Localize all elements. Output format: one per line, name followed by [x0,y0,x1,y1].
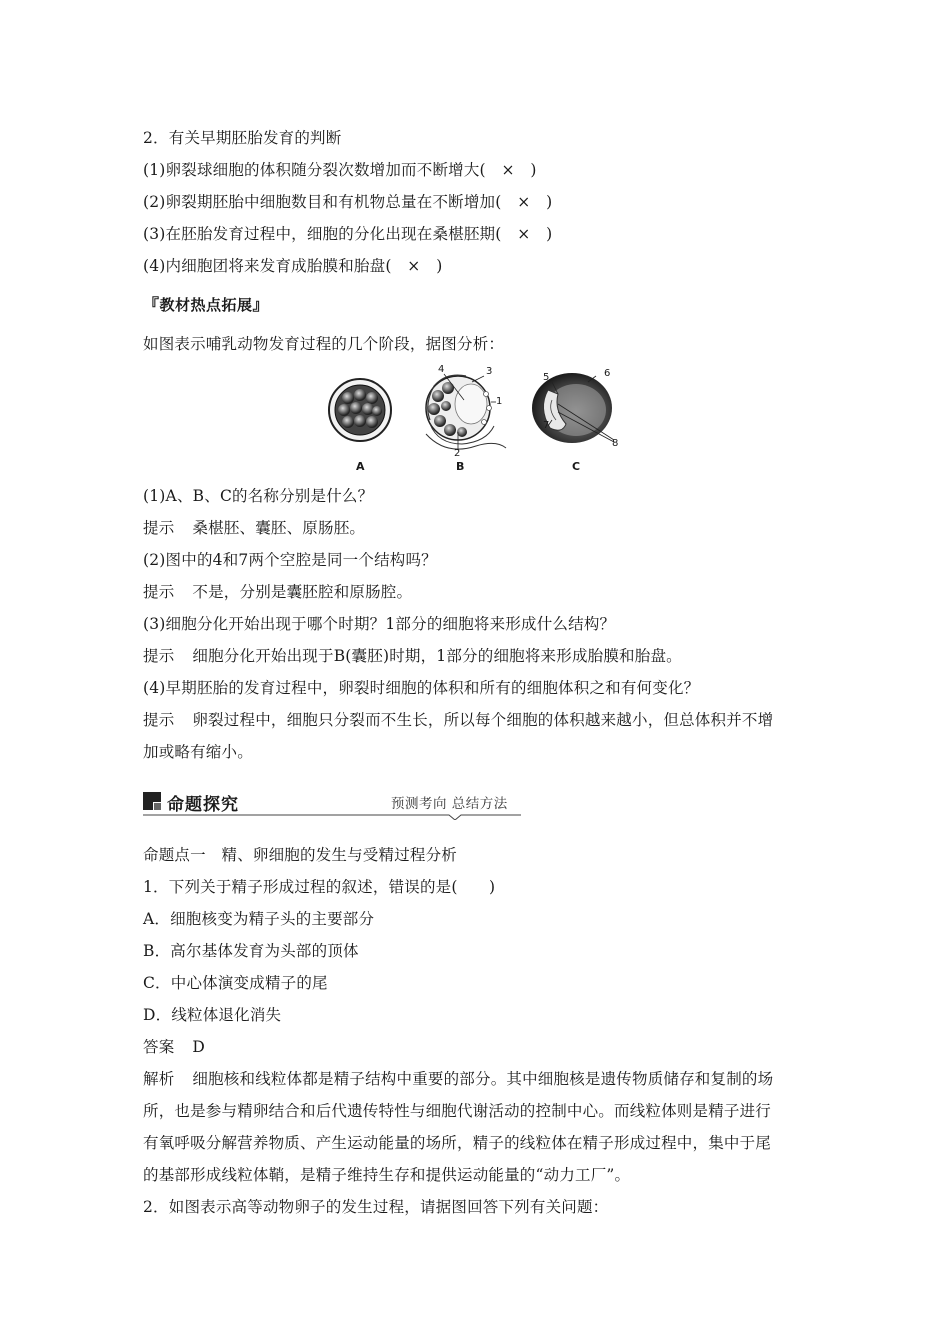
label-5: 5 [543,372,550,383]
analysis-line-4: 的基部形成线粒体鞘，是精子维持生存和提供运动能量的“动力工厂”。 [143,1166,631,1184]
analysis-line-2: 所，也是参与精卵结合和后代遗传特性与细胞代谢活动的控制中心。而线粒体则是精子进行 [143,1102,772,1120]
judgement-item-2: (2)卵裂期胚胎中细胞数目和有机物总量在不断增加( × ) [143,193,553,211]
proposition-banner [143,790,521,816]
embryo-figure [326,364,626,474]
judgement-item-4: (4)内细胞团将来发育成胎膜和胎盘( × ) [143,257,443,275]
hotspot-title-box [143,292,269,315]
analysis-line-3: 有氧呼吸分解营养物质、产生运动能量的场所，精子的线粒体在精子形成过程中，集中于尾 [143,1134,772,1152]
answer-line [143,1037,205,1057]
embryo-stages-illustration [326,364,626,474]
analysis-line-1 [143,1069,773,1089]
judgement-item-3: (3)在胚胎发育过程中，细胞的分化出现在桑椹胚期( × ) [143,225,553,243]
label-C: C [572,460,581,473]
hint-3 [143,646,682,666]
label-A: A [356,460,365,473]
label-7: 7 [543,420,550,431]
question-1: (1)A、B、C的名称分别是什么？ [143,487,374,505]
hint-text: 不是，分别是囊胚腔和原肠腔。 [192,583,413,601]
analysis-text-1: 细胞核和线粒体都是精子结构中重要的部分。其中细胞核是遗传物质储存和复制的场 [192,1070,774,1088]
hint-text: 卵裂过程中，细胞只分裂而不生长，所以每个细胞的体积越来越小，但总体积并不增 [192,711,774,729]
proposition-point-1: 命题点一 精、卵细胞的发生与受精过程分析 [143,846,458,864]
label-4: 4 [438,364,445,375]
hotspot-title: 教材热点拓展 [159,296,253,314]
label-3: 3 [486,366,493,377]
gastrula-C [532,373,614,443]
banner-subtitle: 预测考向 总结方法 [391,796,508,812]
hint-label: 提示 [143,583,175,601]
hint-2 [143,582,412,602]
hint-label: 提示 [143,647,175,665]
answer-value: D [192,1038,206,1056]
banner-underline [143,812,521,820]
option-B: B．高尔基体发育为头部的顶体 [143,942,359,960]
option-D: D．线粒体退化消失 [143,1006,282,1024]
question-2: (2)图中的4和7两个空腔是同一个结构吗？ [143,551,437,569]
question-4: (4)早期胚胎的发育过程中，卵裂时细胞的体积和所有的细胞体积之和有何变化？ [143,679,700,697]
question-q2: 2．如图表示高等动物卵子的发生过程，请据图回答下列有关问题： [143,1198,609,1216]
hint-4-continued: 加或略有缩小。 [143,743,253,761]
left-bracket: 『 [143,295,160,314]
hotspot-intro: 如图表示哺乳动物发育过程的几个阶段，据图分析： [143,335,505,353]
right-bracket: 』 [252,295,270,314]
question-q1: 1．下列关于精子形成过程的叙述，错误的是( ) [143,878,496,896]
judgement-heading: 2．有关早期胚胎发育的判断 [143,129,342,147]
morula-A [329,379,391,441]
analysis-label: 解析 [143,1070,175,1088]
label-B: B [456,460,465,473]
option-A: A．细胞核变为精子头的主要部分 [143,910,375,928]
hint-4 [143,710,773,730]
label-8: 8 [612,438,619,449]
hint-text: 桑椹胚、囊胚、原肠胚。 [192,519,366,537]
question-3: (3)细胞分化开始出现于哪个时期？1部分的细胞将来形成什么结构？ [143,615,616,633]
label-1: 1 [496,396,503,407]
label-6: 6 [604,368,611,379]
hint-1 [143,518,365,538]
square-block-icon [143,792,161,810]
banner-title: 命题探究 [167,795,239,815]
judgement-item-1: (1)卵裂球细胞的体积随分裂次数增加而不断增大( × ) [143,161,537,179]
option-C: C．中心体演变成精子的尾 [143,974,328,992]
hint-text: 细胞分化开始出现于B(囊胚)时期，1部分的细胞将来形成胎膜和胎盘。 [192,647,682,665]
label-2: 2 [454,448,461,459]
hint-label: 提示 [143,711,175,729]
blastocyst-B [426,374,506,450]
hint-label: 提示 [143,519,175,537]
answer-label: 答案 [143,1038,175,1056]
